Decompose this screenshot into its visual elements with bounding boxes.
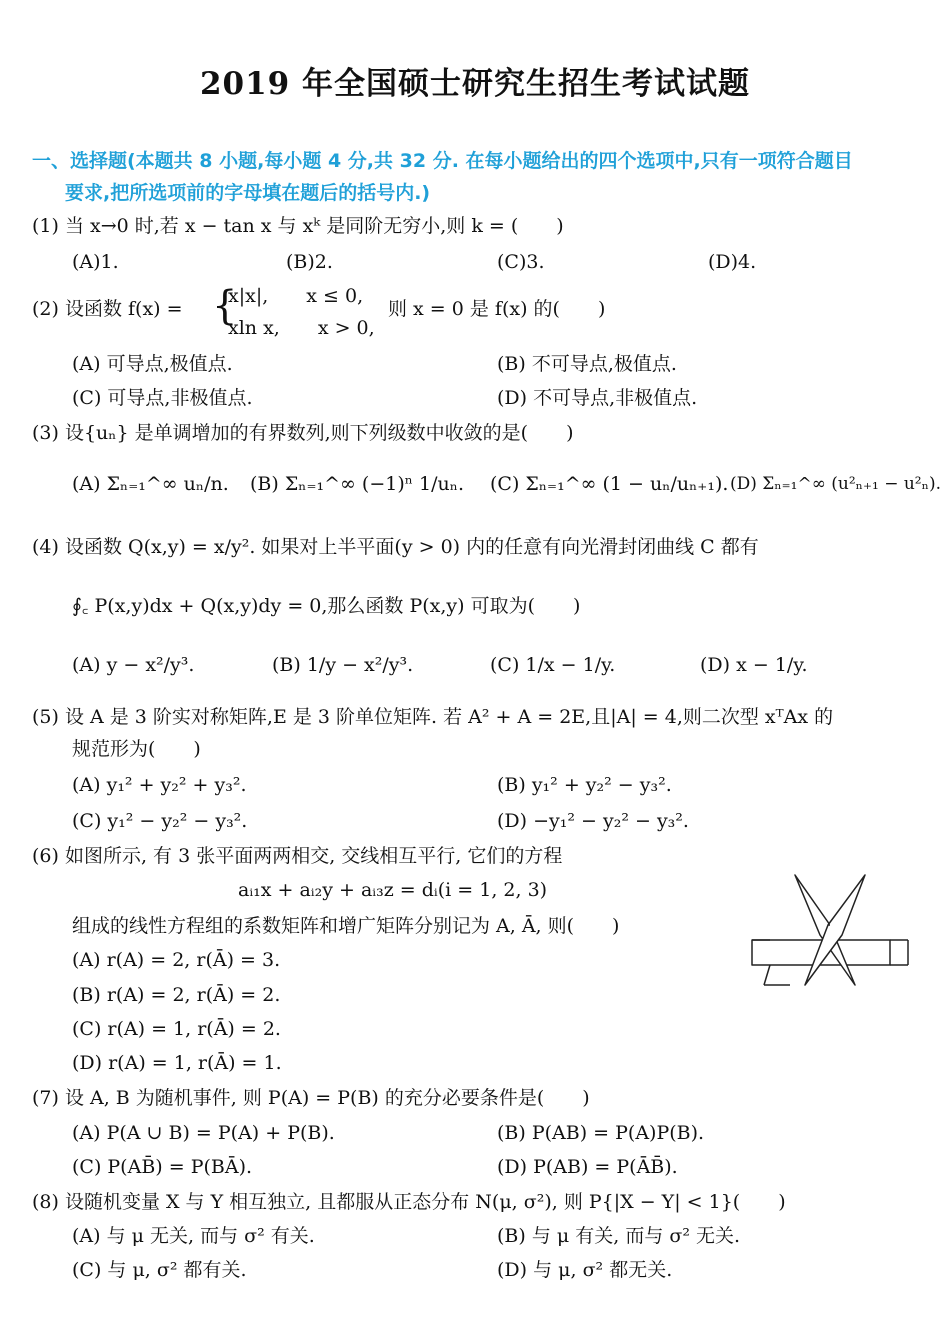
question-4-option-c: (C) 1/x − 1/y. <box>490 654 616 676</box>
question-2-stem-end: 则 x = 0 是 f(x) 的( ) <box>388 298 606 320</box>
question-4-stem: (4) 设函数 Q(x,y) = x/y². 如果对上半平面(y > 0) 内的任意有向光滑封闭曲线 C 都有 <box>32 536 759 558</box>
question-6-option-d: (D) r(A) = 1, r(Ā) = 1. <box>72 1052 282 1074</box>
question-2-option-c: (C) 可导点,非极值点. <box>72 387 253 409</box>
question-5-stem: (5) 设 A 是 3 阶实对称矩阵,E 是 3 阶单位矩阵. 若 A² + A = 2E,且|A| = 4,则二次型 xᵀAx 的 <box>32 706 834 728</box>
question-6-stem: (6) 如图所示, 有 3 张平面两两相交, 交线相互平行, 它们的方程 <box>32 845 563 867</box>
question-2-option-a: (A) 可导点,极值点. <box>72 353 233 375</box>
question-6-equation: aᵢ₁x + aᵢ₂y + aᵢ₃z = dᵢ(i = 1, 2, 3) <box>238 879 548 901</box>
question-1-option-a: (A)1. <box>72 251 119 273</box>
section-heading-line1: 一、选择题(本题共 8 小题,每小题 4 分,共 32 分. 在每小题给出的四个选项中,只有一项符合题目 <box>32 150 853 172</box>
question-8-option-d: (D) 与 μ, σ² 都无关. <box>497 1259 673 1281</box>
question-2-option-b: (B) 不可导点,极值点. <box>497 353 677 375</box>
question-8-option-b: (B) 与 μ 有关, 而与 σ² 无关. <box>497 1225 741 1247</box>
question-1-option-d: (D)4. <box>708 251 757 273</box>
question-5-option-d: (D) −y₁² − y₂² − y₃². <box>497 810 689 832</box>
question-7-option-b: (B) P(AB) = P(A)P(B). <box>497 1122 705 1144</box>
question-7-option-d: (D) P(AB) = P(ĀB̄). <box>497 1156 678 1178</box>
left-slanted-plane <box>795 875 855 985</box>
section-heading <box>32 145 922 209</box>
question-2-stem-start: (2) 设函数 f(x) = <box>32 298 183 320</box>
question-2-option-d: (D) 不可导点,非极值点. <box>497 387 698 409</box>
question-3-option-a: (A) Σₙ₌₁^∞ uₙ/n. <box>72 473 229 495</box>
question-1-option-b: (B)2. <box>286 251 333 273</box>
question-7-option-a: (A) P(A ∪ B) = P(A) + P(B). <box>72 1122 335 1144</box>
question-4-stem-2: ∮꜀ P(x,y)dx + Q(x,y)dy = 0,那么函数 P(x,y) 可取为( ) <box>72 595 581 617</box>
question-8-option-c: (C) 与 μ, σ² 都有关. <box>72 1259 247 1281</box>
question-5-option-c: (C) y₁² − y₂² − y₃². <box>72 810 248 832</box>
question-5-option-a: (A) y₁² + y₂² + y₃². <box>72 774 247 796</box>
question-6-option-a: (A) r(A) = 2, r(Ā) = 3. <box>72 949 281 971</box>
question-3-stem: (3) 设{uₙ} 是单调增加的有界数列,则下列级数中收敛的是( ) <box>32 422 574 444</box>
question-4-option-d: (D) x − 1/y. <box>700 654 808 676</box>
brace-icon: { <box>212 283 238 329</box>
right-slanted-plane <box>805 875 865 985</box>
question-4-option-b: (B) 1/y − x²/y³. <box>272 654 414 676</box>
question-3-option-c: (C) Σₙ₌₁^∞ (1 − uₙ/uₙ₊₁). <box>490 473 729 495</box>
question-7-option-c: (C) P(AB̄) = P(BĀ). <box>72 1156 253 1178</box>
question-8-stem: (8) 设随机变量 X 与 Y 相互独立, 且都服从正态分布 N(μ, σ²), 则 P{|X − Y| < 1}( ) <box>32 1191 786 1213</box>
question-3-option-b: (B) Σₙ₌₁^∞ (−1)ⁿ 1/uₙ. <box>250 473 464 495</box>
question-6-option-c: (C) r(A) = 1, r(Ā) = 2. <box>72 1018 281 1040</box>
question-3-option-d: (D) Σₙ₌₁^∞ (u²ₙ₊₁ − u²ₙ). <box>730 474 942 494</box>
section-heading-line2: 要求,把所选项前的字母填在题后的括号内.) <box>65 182 431 204</box>
question-6-stem-2: 组成的线性方程组的系数矩阵和增广矩阵分别记为 A, Ā, 则( ) <box>72 915 620 937</box>
question-5-option-b: (B) y₁² + y₂² − y₃². <box>497 774 672 796</box>
question-1-option-c: (C)3. <box>497 251 545 273</box>
question-5-stem-2: 规范形为( ) <box>72 738 201 760</box>
question-4-option-a: (A) y − x²/y³. <box>72 654 195 676</box>
question-6-option-b: (B) r(A) = 2, r(Ā) = 2. <box>72 984 281 1006</box>
question-7-stem: (7) 设 A, B 为随机事件, 则 P(A) = P(B) 的充分必要条件是( ) <box>32 1087 590 1109</box>
three-planes-figure <box>750 870 910 1000</box>
question-8-option-a: (A) 与 μ 无关, 而与 σ² 有关. <box>72 1225 315 1247</box>
question-2-case-2: xln x, x > 0, <box>228 317 375 339</box>
question-2-case-1: x|x|, x ≤ 0, <box>228 285 364 307</box>
question-1-stem: (1) 当 x→0 时,若 x − tan x 与 xᵏ 是同阶无穷小,则 k = ( ) <box>32 215 564 237</box>
page-title: 2019 年全国硕士研究生招生考试试题 <box>199 66 751 102</box>
